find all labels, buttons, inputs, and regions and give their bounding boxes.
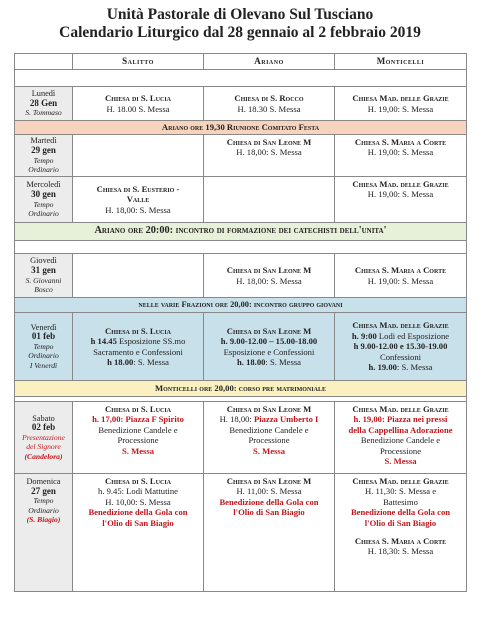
day-note: Ordinario — [28, 351, 59, 361]
event-line: Processione — [117, 435, 159, 446]
mass-time: H. 18.30 S. Messa — [237, 103, 301, 114]
day-cell — [15, 87, 73, 121]
cell-monticelli — [335, 402, 467, 474]
column-header-salitto: Salitto — [73, 54, 204, 70]
day-note: I Venerdì — [29, 360, 58, 370]
mass-time: H. 18,00: S. Messa — [236, 147, 302, 158]
banner-corso-matrimoniale: Monticelli ore 20,00: corso pre matrimoniale — [15, 381, 467, 397]
day-note: Ordinario — [28, 165, 59, 175]
church-name: Chiesa di San Leone M — [226, 476, 312, 486]
event-line: l'Olio di San Biagio — [364, 517, 437, 528]
day-cell — [15, 474, 73, 592]
banner-row — [15, 298, 467, 313]
day-name: Lunedì — [31, 89, 56, 99]
mass-time: H. 18,00: S. Messa — [236, 275, 302, 286]
event-line: h 9.00-12.00 e 15.30-19.00 — [353, 341, 448, 352]
event-line: Processione — [248, 435, 290, 446]
cell-ariano — [204, 474, 335, 592]
event-line: Battesimo — [383, 496, 418, 507]
cell-salitto — [73, 254, 204, 298]
event-line: h. 19.00: S. Messa — [368, 362, 433, 373]
day-name: Venerdì — [30, 322, 57, 332]
mass-time: H. 19,00: S. Messa — [367, 189, 434, 200]
event-line: Sacramento e Confessioni — [93, 346, 183, 357]
church-name: Chiesa di San Leone M — [226, 404, 312, 414]
cell-monticelli — [335, 135, 467, 177]
cell-monticelli — [335, 177, 467, 223]
event-line: S. Messa — [253, 445, 285, 456]
cell-monticelli — [335, 313, 467, 381]
church-name: Chiesa S. Maria a Corte — [354, 265, 447, 276]
church-name: Chiesa di San Leone M — [226, 265, 312, 276]
cell-salitto — [73, 474, 204, 592]
cell-salitto — [73, 402, 204, 474]
day-date: 28 Gen — [29, 97, 58, 108]
day-date: 02 feb — [31, 422, 56, 433]
church-name: Chiesa Mad. delle Grazie — [352, 476, 449, 486]
cell-salitto — [73, 177, 204, 223]
day-date: 27 gen — [31, 485, 56, 496]
church-name: Chiesa di S. Lucia — [105, 476, 171, 486]
day-saint: Bosco — [34, 285, 53, 295]
row-mercoledi — [15, 177, 467, 223]
event-line: Benedizione della Gola con — [219, 496, 319, 507]
event-line: Confessioni — [379, 351, 422, 362]
day-cell — [15, 254, 73, 298]
banner-comitato-festa: Ariano ore 19,30 Riunione Comitato Festa — [15, 121, 467, 135]
event-line: Benedizione della Gola con — [88, 507, 188, 518]
event-line: l'Olio di San Biagio — [233, 507, 305, 518]
corner-cell — [15, 54, 73, 70]
event-line: Benedizione Candele e — [229, 424, 309, 435]
church-name: Chiesa Mad. delle Grazie — [352, 93, 449, 104]
mass-time: H. 19,00: S. Messa — [367, 275, 434, 286]
day-note: (S. Biagio) — [26, 515, 61, 525]
day-date: 29 gen — [31, 144, 56, 155]
row-sabato — [15, 402, 467, 474]
event-line: S. Messa — [122, 445, 154, 456]
title-line-1: Unità Pastorale di Olevano Sul Tusciano — [106, 6, 374, 23]
church-name: Chiesa di San Leone M — [226, 137, 312, 147]
church-name: Chiesa Mad. delle Grazie — [352, 320, 449, 331]
day-saint: S. Tommaso — [25, 108, 62, 118]
mass-time: H. 19,00: S. Messa — [367, 103, 434, 114]
day-name: Sabato — [32, 413, 55, 423]
banner-row — [15, 223, 467, 241]
day-note: del Signore — [26, 442, 61, 452]
cell-monticelli — [335, 87, 467, 121]
event-line: H. 11,00: S. Messa — [236, 486, 302, 497]
day-name: Giovedì — [30, 256, 57, 266]
day-saint: S. Giovanni — [25, 275, 62, 285]
spacer-row — [15, 241, 467, 254]
church-name: Chiesa di S. Lucia — [105, 404, 171, 414]
event-line: h. 18.00: S. Messa — [237, 356, 301, 367]
event-line: Benedizione della Gola con — [350, 507, 451, 518]
event-line: H. 18,30: S. Messa — [367, 546, 434, 557]
day-date: 30 gen — [31, 188, 56, 199]
church-name: Chiesa di S. Eusterio - — [96, 183, 180, 194]
row-lunedi — [15, 87, 467, 121]
day-note: Presentazione — [22, 432, 65, 442]
day-note: Tempo — [33, 155, 54, 165]
banner-row — [15, 381, 467, 397]
cell-monticelli — [335, 254, 467, 298]
event-line: H. 11,30: S. Messa e — [364, 486, 437, 497]
banner-catechisti: Ariano ore 20:00: incontro di formazione dei catechisti dell'unita' — [15, 223, 467, 241]
header-row — [15, 54, 467, 70]
cell-ariano — [204, 87, 335, 121]
mass-time: H. 18,00: S. Messa — [105, 204, 171, 215]
day-note: Ordinario — [28, 209, 59, 219]
event-line: h. 17,00: Piazza F Spirito — [92, 414, 184, 425]
event-line: Benedizione Candele e — [360, 435, 441, 446]
event-line: l'Olio di San Biagio — [102, 517, 174, 528]
event-line: h. 9.00-12.00 – 15.00-18.00 — [220, 336, 318, 347]
event-line: h 18.00: S. Messa — [107, 356, 169, 367]
cell-ariano — [204, 402, 335, 474]
cell-monticelli — [335, 474, 467, 592]
day-date: 01 feb — [31, 331, 56, 342]
cell-ariano — [204, 313, 335, 381]
church-name: Chiesa Mad. delle Grazie — [352, 179, 449, 189]
event-line: S. Messa — [384, 456, 417, 467]
row-domenica — [15, 474, 467, 592]
event-line: h. 9.45: Lodi Mattutine — [98, 486, 178, 497]
cell-salitto — [73, 313, 204, 381]
day-cell — [15, 402, 73, 474]
day-name: Domenica — [26, 477, 61, 486]
event-line: Processione — [379, 445, 422, 456]
event-line: Esposizione e Confessioni — [223, 346, 315, 357]
day-note: Tempo — [33, 199, 54, 209]
event-line: h. 19,00: Piazza nei pressi — [353, 414, 448, 425]
church-name: Chiesa di S. Rocco — [234, 93, 304, 104]
day-note: Ordinario — [28, 505, 59, 515]
column-header-monticelli: Monticelli — [335, 54, 467, 70]
day-cell — [15, 177, 73, 223]
church-name: Chiesa di S. Lucia — [105, 93, 171, 104]
day-cell — [15, 135, 73, 177]
day-note: (Candelora) — [24, 451, 63, 461]
event-line: Benedizione Candele e — [98, 424, 178, 435]
banner-row — [15, 121, 467, 135]
day-note: Tempo — [33, 496, 54, 506]
church-name: Valle — [126, 194, 150, 205]
row-giovedi — [15, 254, 467, 298]
row-martedi — [15, 135, 467, 177]
row-venerdi — [15, 313, 467, 381]
church-name: Chiesa Mad. delle Grazie — [352, 404, 449, 414]
event-line: H. 10,00: S. Messa — [105, 496, 171, 507]
day-cell — [15, 313, 73, 381]
event-line: h 14.45 Esposizione SS.mo — [90, 336, 186, 347]
day-note: Tempo — [33, 341, 54, 351]
church-name: Chiesa di San Leone M — [226, 325, 312, 336]
calendar-table — [14, 53, 467, 592]
banner-gruppo-giovani: nelle varie Frazioni ore 20,00: incontro gruppo giovani — [15, 298, 467, 313]
cell-salitto — [73, 135, 204, 177]
spacer-row — [15, 70, 467, 87]
cell-ariano — [204, 135, 335, 177]
day-name: Mercoledì — [26, 180, 61, 190]
church-name: Chiesa S. Maria a Corte — [354, 137, 447, 147]
mass-time: H. 18.00 S. Messa — [106, 103, 170, 114]
cell-ariano — [204, 177, 335, 223]
mass-time: H. 19,00: S. Messa — [367, 147, 434, 158]
day-date: 31 gen — [31, 264, 56, 275]
church-name: Chiesa S. Maria a Corte — [354, 536, 447, 547]
title-line-2: Calendario Liturgico dal 28 gennaio al 2 febbraio 2019 — [59, 24, 421, 41]
event-line: della Cappellina Adorazione — [348, 424, 453, 435]
day-name: Martedì — [30, 136, 57, 146]
column-header-ariano: Ariano — [204, 54, 335, 70]
church-name: Chiesa di S. Lucia — [105, 325, 171, 336]
event-line: h. 9:00 Lodi ed Esposizione — [351, 330, 450, 341]
cell-salitto — [73, 87, 204, 121]
event-line: H. 18,00: Piazza Umberto I — [219, 414, 319, 425]
cell-ariano — [204, 254, 335, 298]
